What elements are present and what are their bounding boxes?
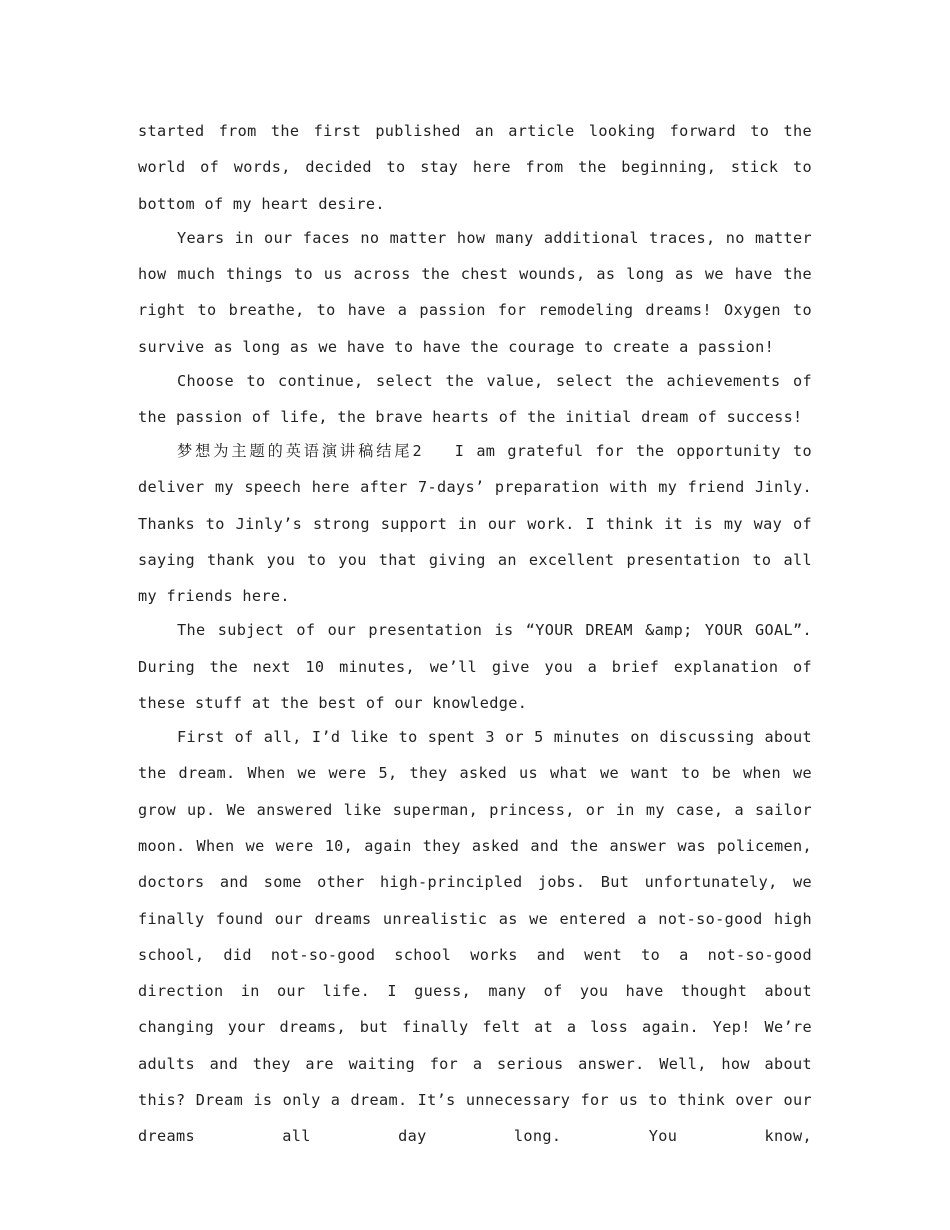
document-body <box>138 113 812 1152</box>
paragraph-continuation: started from the first published an article looking forward to the world of words, decided to stay here from the beginning, stick to bottom of my heart desire. <box>138 122 812 213</box>
paragraph-years: Years in our faces no matter how many additional traces, no matter how much things to us across the chest wounds, as long as we have the right to breathe, to have a passion for remodeling dreams! Oxygen to survive as long as we have to have the courage to create a passion! <box>138 228 812 356</box>
paragraph-subject: The subject of our presentation is “YOUR DREAM &amp; YOUR GOAL”. During the next 10 minutes, we’ll give you a brief explanation of these stuff at the best of our knowledge. <box>138 621 812 712</box>
paragraph-speech-intro: 梦想为主题的英语演讲稿结尾2 I am grateful for the opportunity to deliver my speech here after 7-days’ preparation with my friend Jinly. Thanks to Jinly’s strong support in our work. I think it is my way of saying thank you to you that giving an excellent presentation to all my friends here. <box>138 442 812 606</box>
paragraph-choose: Choose to continue, select the value, select the achievements of the passion of life, the brave hearts of the initial dream of success! <box>138 371 812 426</box>
paragraph-dream-discussion: First of all, I’d like to spent 3 or 5 minutes on discussing about the dream. When we were 5, they asked us what we want to be when we grow up. We answered like superman, princess, or in my case, a sailor moon. When we were 10, again they asked and the answer was policemen, doctors and some other high-principled jobs. But unfortunately, we finally found our dreams unrealistic as we entered a not-so-good high school, did not-so-good school works and went to a not-so-good direction in our life. I guess, many of you have thought about changing your dreams, but finally felt at a loss again. Yep! We’re adults and they are waiting for a serious answer. Well, how about this? Dream is only a dream. It’s unnecessary for us to think over our dreams all day long. You know, <box>138 728 812 1146</box>
